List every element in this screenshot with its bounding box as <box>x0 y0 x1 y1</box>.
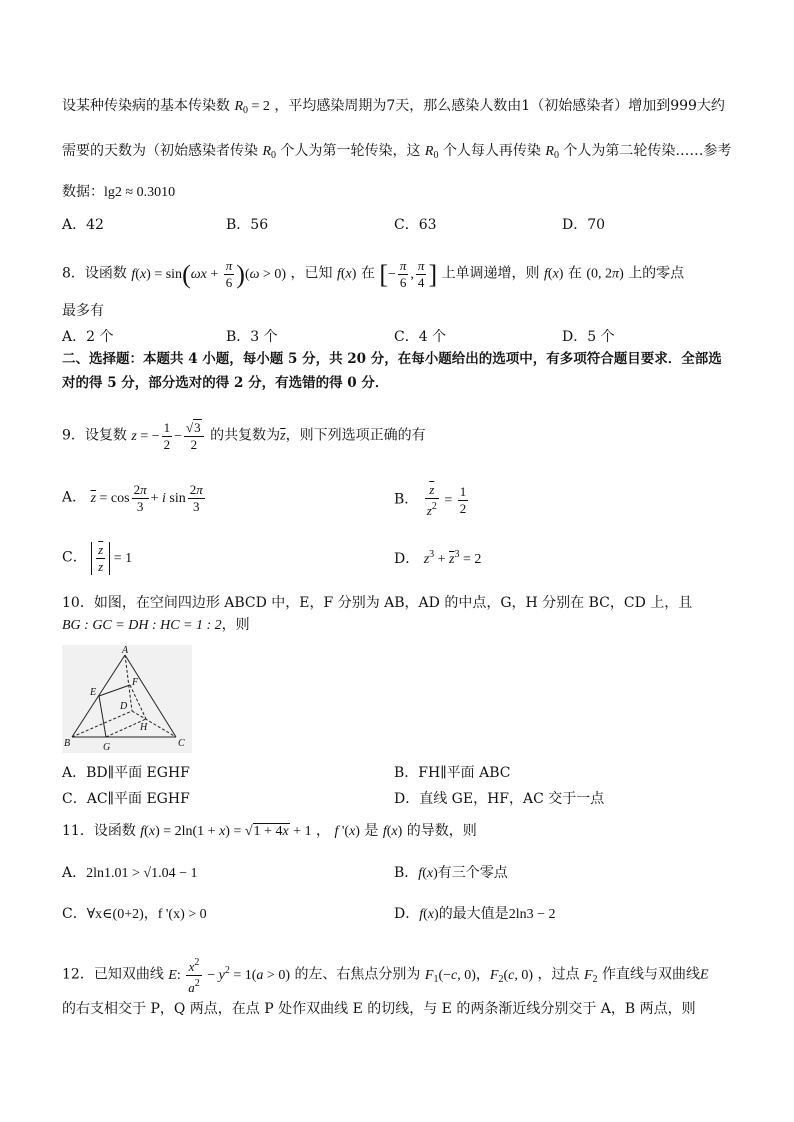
q8-option-b: B．3 个 <box>226 329 278 345</box>
q9-option-d: D． $z^3 + \overline{z}^3 = 2$ <box>394 549 482 567</box>
q10-line-2: BG : GC = DH : HC = 1 : 2，则 <box>62 617 250 633</box>
label-f: F <box>132 677 139 688</box>
label-d: D <box>120 701 128 712</box>
q7-line-1: 设某种传染病的基本传染数 $R_0 = 2$ ，平均感染周期为7天，那么感染人数由1（初始感染者）增加到999大约 <box>62 98 725 116</box>
q11-option-d: D．f(x)的最大值是2ln3 − 2 <box>394 906 556 922</box>
q7-option-c: C．63 <box>394 217 437 233</box>
q11-option-b: B．f(x)有三个零点 <box>394 865 508 881</box>
q7-option-b: B．56 <box>226 217 269 233</box>
label-e: E <box>90 687 97 698</box>
q11-line-1: 11．设函数 f(x) = 2ln(1 + x) = √1 + 4x + 1 ， f '(x) 是 f(x) 的导数，则 <box>62 823 477 839</box>
q7-line-2: 需要的天数为（初始感染者传染 $R_0$ 个人为第一轮传染，这 $R_0$ 个人每人再传染 $R_0$ 个人为第二轮传染……参考 <box>62 143 732 161</box>
section2-line-2: 对的得 5 分，部分选对的得 2 分，有选错的得 0 分． <box>62 375 389 391</box>
q7-option-a: A．42 <box>62 217 104 233</box>
q10-option-d: D．直线 GE，HF，AC 交于一点 <box>394 791 605 807</box>
q7-option-d: D．70 <box>562 217 606 233</box>
q12-line-1: 12．已知双曲线 E: $\frac{x^2}{a^2}$ − $y^2 = 1(a > 0)$ 的左、右焦点分别为 $F_1(-c$, 0)，$F_2(c$, 0) ，过点 $F_2$ 作直线与双曲线E <box>62 957 709 995</box>
q9-line-1: 9．设复数 z = − $\frac{1}{2}$ − $\frac{√3}{2}$ 的共复数为$\overline{z}$，则下列选项正确的有 <box>62 420 426 452</box>
q11-option-a: A．2ln1.01 > √1.04 − 1 <box>62 865 198 881</box>
q9-option-b: B． $\frac{\overline{z}}{z^2}$ = $\frac{1}{2}$ <box>394 482 467 518</box>
q8-line-1: 8．设函数 f(x) = sin(ωx + $\frac{\pi}{6}$ )(ω > 0) ，已知 f(x) 在 [− $\frac{\pi}{6}$ , $\frac{\pi}{4}$ ] 上单调递增，则 f(x) 在 (0, 2π) 上的零点 <box>62 258 685 290</box>
q7-line-3: 数据：lg2 ≈ 0.3010 <box>62 184 176 200</box>
q9-option-c: C． $\frac{\overline{z}}{z}$ = 1 <box>62 542 133 574</box>
q10-line-1: 10．如图，在空间四边形 ABCD 中，E，F 分别为 AB，AD 的中点，G，H 分别在 BC，CD 上，且 <box>62 595 693 611</box>
q10-option-a: A．BD∥平面 EGHF <box>62 765 190 781</box>
q12-line-2: 的右支相交于 P，Q 两点，在点 P 处作双曲线 E 的切线，与 E 的两条渐近线分别交于 A，B 两点，则 <box>62 1001 696 1017</box>
label-c: C <box>178 738 185 749</box>
label-g: G <box>103 742 111 753</box>
q9-option-a: A． $\overline{z} = \cos$ $\frac{2\pi}{3}$ + i sin $\frac{2\pi}{3}$ <box>62 482 203 514</box>
q8-option-c: C．4 个 <box>394 329 447 345</box>
q10-option-b: B．FH∥平面 ABC <box>394 765 511 781</box>
q10-option-c: C．AC∥平面 EGHF <box>62 791 190 807</box>
q8-option-d: D．5 个 <box>562 329 615 345</box>
q8-option-a: A．2 个 <box>62 329 114 345</box>
label-a: A <box>122 645 129 656</box>
label-b: B <box>64 738 71 749</box>
tetrahedron-figure <box>62 645 192 753</box>
section2-line-1: 二、选择题：本题共 4 小题，每小题 5 分，共 20 分，在每小题给出的选项中，有多项符合题目要求．全部选 <box>62 351 722 367</box>
label-h: H <box>140 722 148 733</box>
q11-option-c: C．∀x∈(0+2)，f '(x) > 0 <box>62 906 207 922</box>
q8-line-2: 最多有 <box>62 303 104 319</box>
